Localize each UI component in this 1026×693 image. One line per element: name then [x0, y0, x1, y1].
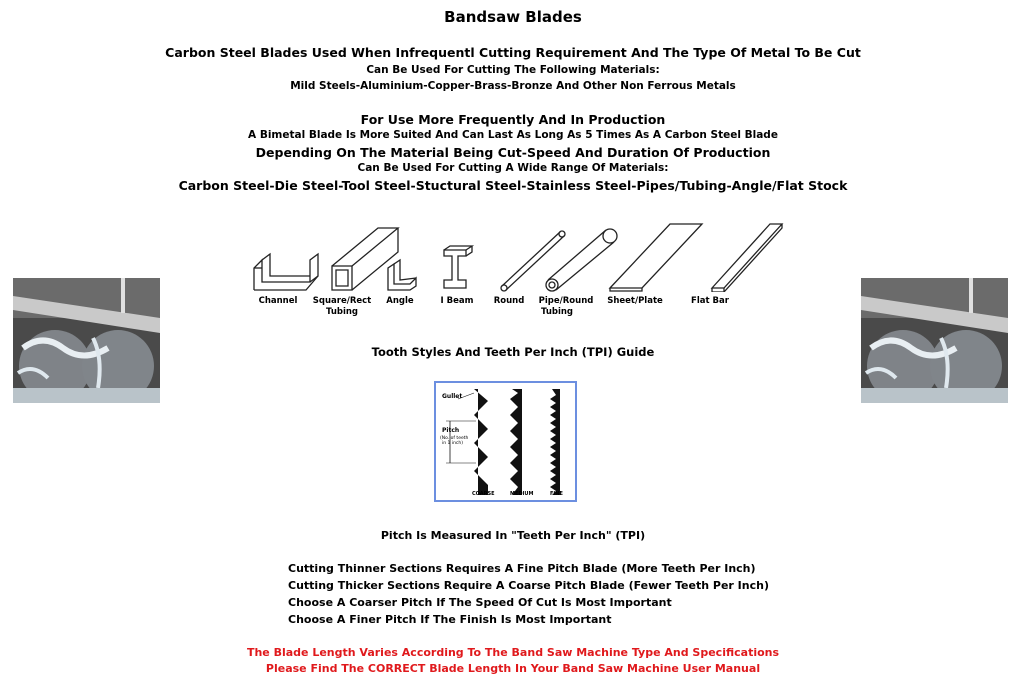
- round-bar-shape-icon: [501, 231, 565, 291]
- pipe-tubing-shape-icon: [546, 229, 617, 291]
- caption-channel: Channel: [258, 296, 298, 306]
- page-title: Bandsaw Blades: [444, 8, 582, 26]
- caption-round: Round: [493, 296, 525, 306]
- bandsaw-cutting-photo-left: [13, 278, 160, 403]
- pitch-measured-text: Pitch Is Measured In "Teeth Per Inch" (TPI): [380, 529, 646, 542]
- material-shapes-illustration: [250, 220, 790, 292]
- tooth-styles-diagram: [434, 381, 577, 502]
- caption-angle: Angle: [386, 296, 414, 306]
- carbon-materials: Mild Steels-Aluminium-Copper-Brass-Bronze And Other Non Ferrous Metals: [290, 80, 736, 92]
- medium-label: MEDIUM: [510, 491, 534, 497]
- tip-3: Choose A Coarser Pitch If The Speed Of Cut Is Most Important: [288, 596, 672, 609]
- bimetal-materials: Carbon Steel-Die Steel-Tool Steel-Stuctural Steel-Stainless Steel-Pipes/Tubing-Angle/Flat Stock: [178, 178, 848, 193]
- gullet-label: Gullet: [442, 393, 463, 400]
- pitch-note-1: (No. of teeth: [440, 436, 469, 441]
- blade-length-notice-2: Please Find The CORRECT Blade Length In Your Band Saw Machine User Manual: [265, 662, 761, 675]
- coarse-label: COARSE: [472, 491, 495, 497]
- tpi-guide-heading: Tooth Styles And Teeth Per Inch (TPI) Guide: [371, 345, 655, 359]
- sheet-plate-shape-icon: [610, 224, 702, 291]
- bimetal-line1: A Bimetal Blade Is More Suited And Can Last As Long As 5 Times As A Carbon Steel Blade: [248, 129, 778, 141]
- carbon-sub: Can Be Used For Cutting The Following Materials:: [366, 64, 660, 76]
- bimetal-line2: Depending On The Material Being Cut-Speed And Duration Of Production: [255, 145, 771, 160]
- bimetal-heading: For Use More Frequently And In Production: [360, 112, 666, 127]
- channel-shape-icon: [254, 254, 318, 290]
- caption-pipe-tubing: Tubing: [540, 307, 574, 317]
- pitch-note-2: in 1 inch): [442, 441, 464, 446]
- caption-square-tubing: Tubing: [325, 307, 359, 317]
- flat-bar-shape-icon: [712, 224, 782, 292]
- caption-ibeam: I Beam: [440, 296, 474, 306]
- pitch-label: Pitch: [442, 427, 460, 434]
- tip-2: Cutting Thicker Sections Require A Coarse Pitch Blade (Fewer Teeth Per Inch): [288, 579, 769, 592]
- fine-label: FINE: [550, 491, 563, 497]
- tip-4: Choose A Finer Pitch If The Finish Is Most Important: [288, 613, 612, 626]
- bimetal-sub: Can Be Used For Cutting A Wide Range Of Materials:: [357, 162, 669, 174]
- angle-shape-icon: [388, 260, 416, 290]
- caption-flatbar: Flat Bar: [691, 296, 729, 306]
- blade-length-notice-1: The Blade Length Varies According To The Band Saw Machine Type And Specifications: [246, 646, 780, 659]
- carbon-heading: Carbon Steel Blades Used When Infrequentl Cutting Requirement And The Type Of Metal To Be Cut: [165, 45, 861, 60]
- tip-1: Cutting Thinner Sections Requires A Fine Pitch Blade (More Teeth Per Inch): [288, 562, 756, 575]
- caption-pipe: Pipe/Round: [538, 296, 594, 306]
- bandsaw-cutting-photo-right: [861, 278, 1008, 403]
- caption-sheet: Sheet/Plate: [607, 296, 663, 306]
- ibeam-shape-icon: [444, 246, 472, 288]
- caption-square-rect: Square/Rect: [312, 296, 372, 306]
